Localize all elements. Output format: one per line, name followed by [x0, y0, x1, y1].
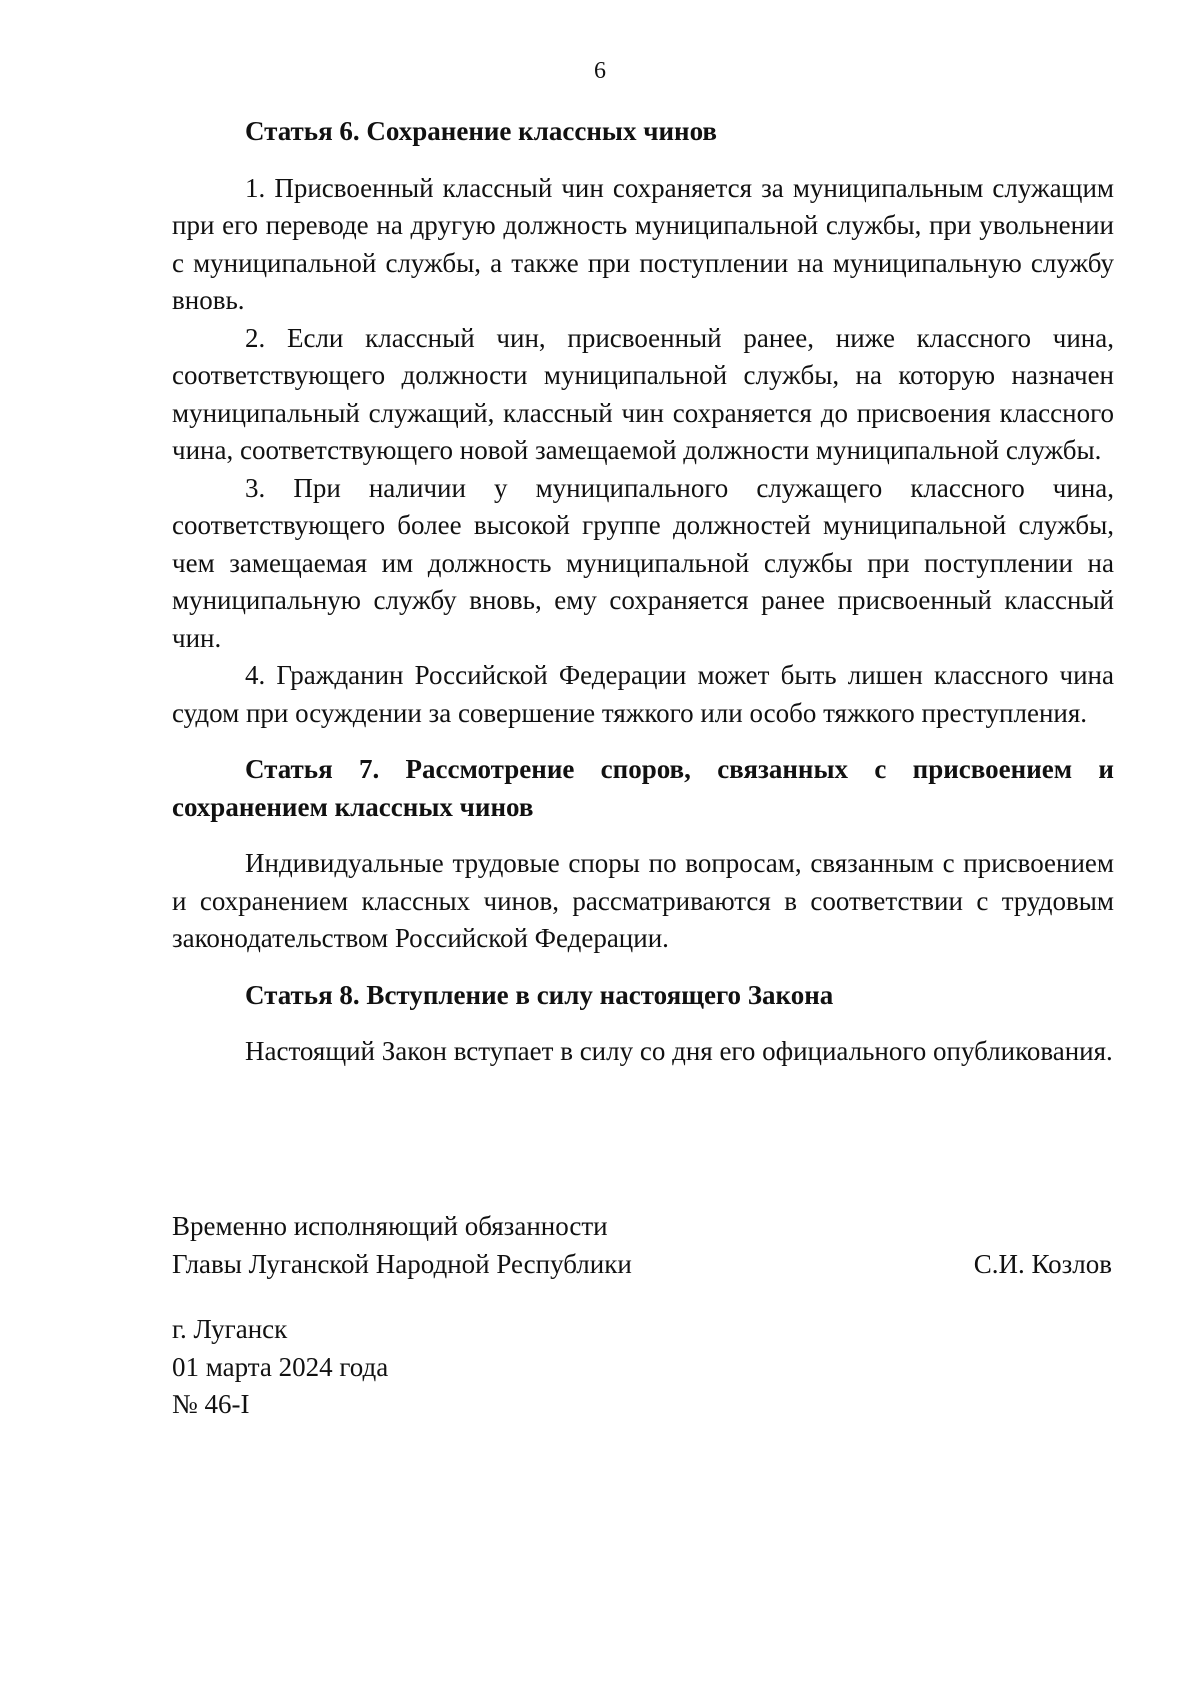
- article-6-paragraph-1: 1. Присвоенный классный чин сохраняется за муниципальным служащим при его переводе на другую должность муниципальной службы, при увольнении с муниципальной службы, а также при поступлении на муниципальную службу вновь.: [172, 172, 1114, 315]
- article-8-heading: Статья 8. Вступление в силу настоящего Закона: [245, 979, 834, 1010]
- page-number: 6: [594, 58, 606, 84]
- date: 01 марта 2024 года: [172, 1351, 389, 1382]
- article-8-paragraph-1: Настоящий Закон вступает в силу со дня его официального опубликования.: [245, 1036, 1113, 1066]
- document-number: № 46-I: [172, 1389, 250, 1419]
- article-7-paragraph-1: Индивидуальные трудовые споры по вопросам, связанным с присвоением и сохранением классных чинов, рассматриваются в соответствии с трудовым законодательством Российской Федерации.: [172, 848, 1114, 953]
- signatory-title-line-1: Временно исполняющий обязанности: [172, 1211, 608, 1241]
- signature-block: [172, 1208, 1112, 1283]
- article-6-paragraph-4: 4. Гражданин Российской Федерации может быть лишен классного чина судом при осуждении за совершение тяжкого или особо тяжкого преступления.: [172, 660, 1114, 728]
- article-7-heading: Статья 7. Рассмотрение споров, связанных с присвоением и сохранением классных чинов: [172, 754, 1114, 822]
- signature-row: [172, 1246, 1112, 1284]
- article-6-heading: Статья 6. Сохранение классных чинов: [245, 116, 717, 146]
- signatory-name: С.И. Козлов: [973, 1248, 1112, 1279]
- signatory-title-line-2: Главы Луганской Народной Республики: [172, 1248, 632, 1279]
- document-footer: [172, 1311, 388, 1424]
- document-body: [172, 113, 1114, 1071]
- article-6-paragraph-3: 3. При наличии у муниципального служащего классного чина, соответствующего более высокой группе должностей муниципальной службы, чем замещаемая им должность муниципальной службы при поступлении на муниципальную службу вновь, ему сохраняется ранее присвоенный классный чин.: [172, 472, 1114, 653]
- city: г. Луганск: [172, 1314, 288, 1344]
- article-6-paragraph-2: 2. Если классный чин, присвоенный ранее, ниже классного чина, соответствующего должности муниципальной службы, на которую назначен муниципальный служащий, классный чин сохраняется до присвоения классного чина, соответствующего новой замещаемой должности муниципальной службы.: [172, 322, 1114, 465]
